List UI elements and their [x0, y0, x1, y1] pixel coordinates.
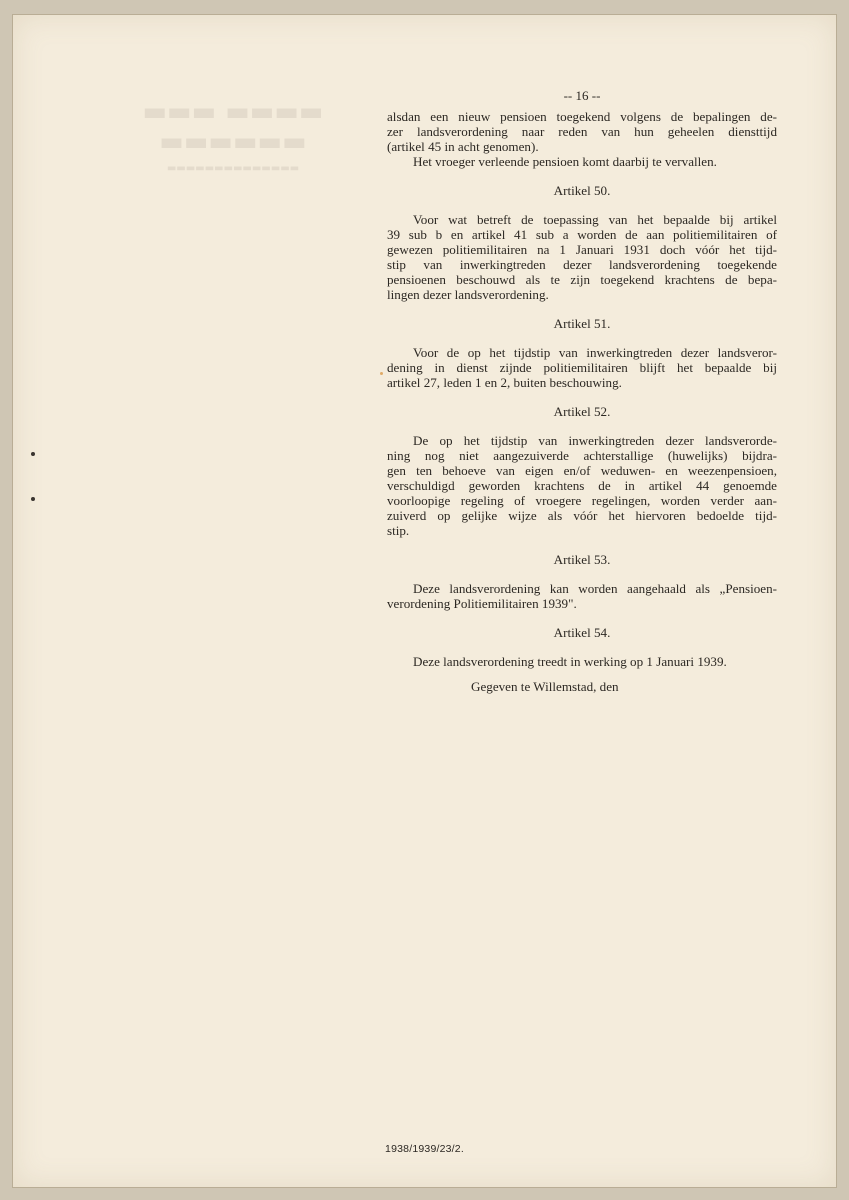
- article-heading: Artikel 50.: [553, 183, 611, 198]
- article-block: [387, 404, 777, 538]
- articles-section: [387, 183, 777, 669]
- article-heading: Artikel 53.: [553, 552, 611, 567]
- text-line: artikel 27, leden 1 en 2, buiten beschouwing.: [387, 375, 622, 390]
- text-line: alsdan een nieuw pensioen toegekend volgens de bepalingen de-: [387, 109, 777, 124]
- main-text-column: [387, 88, 777, 694]
- text-line: voorloopige regeling of vroegere regelingen, worden verder aan-: [387, 493, 777, 508]
- text-line: gewezen politiemilitairen na 1 Januari 1931 doch vóór het tijd-: [387, 242, 777, 257]
- text-line: stip.: [387, 523, 410, 538]
- article-block: [387, 625, 777, 669]
- text-line: verschuldigd geworden krachtens de in artikel 44 genoemde: [387, 478, 777, 493]
- punch-hole-mark-top: [31, 452, 35, 456]
- text-line: Deze landsverordening treedt in werking op 1 Januari 1939.: [413, 654, 727, 669]
- text-line: lingen dezer landsverordening.: [387, 287, 549, 302]
- text-line: zuiverd op gelijke wijze als vóór het hiervoren bedoelde tijd-: [387, 508, 777, 523]
- text-line: De op het tijdstip van inwerkingtreden dezer landsverorde-: [413, 433, 777, 448]
- article-heading: Artikel 51.: [553, 316, 611, 331]
- article-heading: Artikel 54.: [553, 625, 611, 640]
- article-heading: Artikel 52.: [553, 404, 611, 419]
- text-line: dening in dienst zijnde politiemilitairen blijft het bepaalde bij: [387, 360, 777, 375]
- text-line: zer landsverordening naar reden van hun geheelen diensttijd: [387, 124, 777, 139]
- paper-speck: [380, 372, 383, 375]
- punch-hole-mark-bottom: [31, 497, 35, 501]
- bleed-through-text: ▬▬▬▬ ▬▬▬ ▬▬▬▬▬▬ ▬▬▬▬▬▬▬▬▬▬▬▬▬▬: [142, 97, 324, 174]
- footer-code: 1938/1939/23/2.: [385, 1143, 464, 1155]
- text-line: verordening Politiemilitairen 1939".: [387, 596, 577, 611]
- text-line: (artikel 45 in acht genomen).: [387, 139, 539, 154]
- text-line: ning nog niet aangezuiverde achterstallige (huwelijks) bijdra-: [387, 448, 777, 463]
- text-line: gen ten behoeve van eigen en/of weduwen- en weezenpensioen,: [387, 463, 777, 478]
- article-block: [387, 316, 777, 390]
- text-line: pensioenen beschouwd als te zijn toegekend krachtens de bepa-: [387, 272, 777, 287]
- closing-line: Gegeven te Willemstad, den: [471, 679, 619, 694]
- text-line: 39 sub b en artikel 41 sub a worden de aan politiemilitairen of: [387, 227, 777, 242]
- article-block: [387, 183, 777, 302]
- text-line: stip van inwerkingtreden dezer landsverordening toegekende: [387, 257, 777, 272]
- text-line: Voor de op het tijdstip van inwerkingtreden dezer landsveror-: [413, 345, 777, 360]
- page-number: -- 16 --: [563, 88, 601, 103]
- text-line: Voor wat betreft de toepassing van het bepaalde bij artikel: [413, 212, 777, 227]
- article-block: [387, 552, 777, 611]
- intro-paragraph: [387, 109, 777, 169]
- text-line: Deze landsverordening kan worden aangehaald als „Pensioen-: [413, 581, 777, 596]
- text-line: Het vroeger verleende pensioen komt daarbij te vervallen.: [413, 154, 717, 169]
